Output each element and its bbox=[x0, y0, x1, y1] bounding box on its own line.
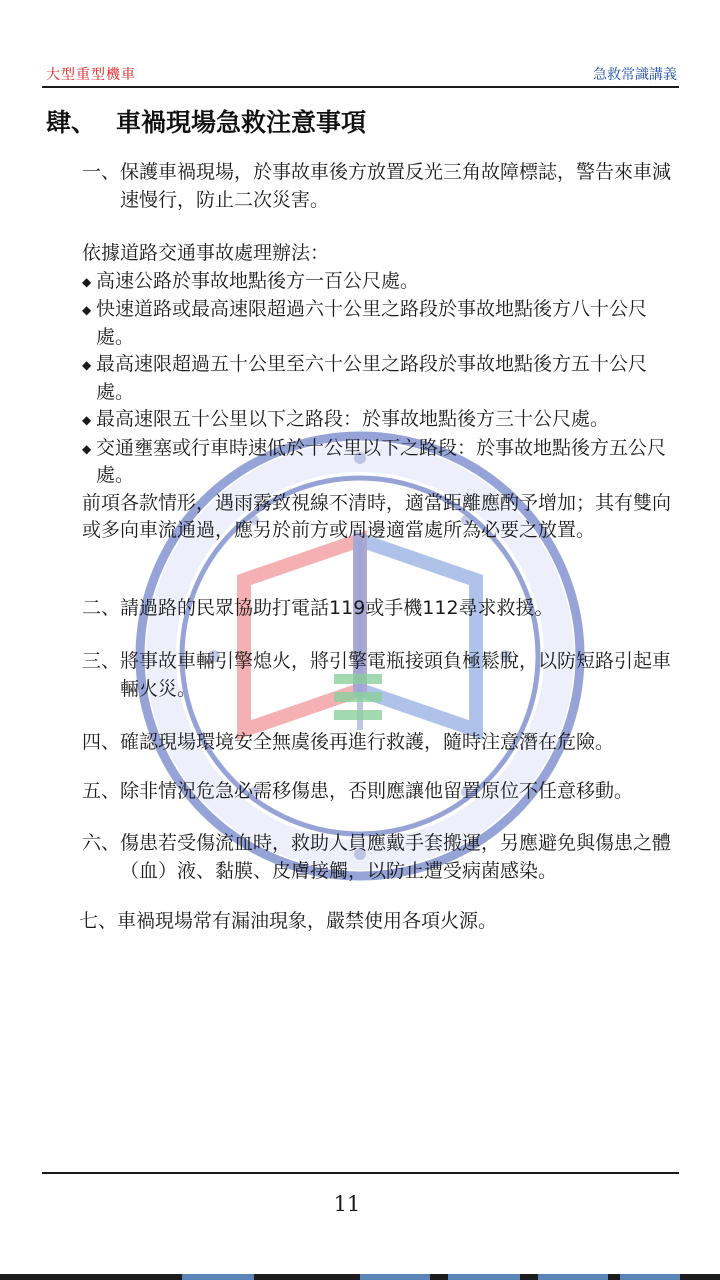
item-text: 車禍現場常有漏油現象，嚴禁使用各項火源。 bbox=[117, 910, 498, 932]
diamond-bullet-icon: ◆ bbox=[82, 413, 92, 427]
list-item-7 bbox=[79, 908, 671, 936]
item-number: 五、 bbox=[82, 780, 121, 802]
diamond-bullet-icon: ◆ bbox=[82, 303, 92, 317]
item-text: 請過路的民眾協助打電話119或手機112尋求救援。 bbox=[120, 597, 554, 619]
list-item-3 bbox=[82, 648, 674, 703]
running-header bbox=[42, 62, 679, 86]
item-number: 四、 bbox=[82, 731, 121, 753]
item-text: 保護車禍現場，於事故車後方放置反光三角故障標誌，警告來車減速慢行，防止二次災害。 bbox=[120, 161, 672, 211]
header-divider bbox=[42, 86, 679, 88]
viewer-scrollbar[interactable] bbox=[0, 1274, 720, 1280]
item-text: 確認現場環境安全無虞後再進行救護，隨時注意潛在危險。 bbox=[120, 731, 615, 753]
list-item-6 bbox=[82, 830, 674, 885]
diamond-bullet-icon: ◆ bbox=[82, 441, 92, 456]
page-number: 11 bbox=[333, 1192, 361, 1216]
regulation-intro: 依據道路交通事故處理辦法： bbox=[82, 242, 330, 264]
item-text: 將事故車輛引擎熄火，將引擎電瓶接頭負極鬆脫，以防短路引起車輛火災。 bbox=[120, 650, 672, 700]
regulation-bullet: ◆ 最高速限五十公里以下之路段：於事故地點後方三十公尺處。 bbox=[82, 406, 674, 435]
regulation-bullet: ◆ 交通壅塞或行車時速低於十公里以下之路段：於事故地點後方五公尺處。 bbox=[82, 435, 674, 490]
item-text: 除非情況危急必需移傷患，否則應讓他留置原位不任意移動。 bbox=[120, 780, 634, 802]
diamond-bullet-icon: ◆ bbox=[82, 358, 92, 372]
section-title: 車禍現場急救注意事項 bbox=[116, 108, 367, 137]
item-number: 三、 bbox=[82, 650, 121, 672]
section-number: 肆、 bbox=[46, 108, 97, 137]
list-item-5 bbox=[82, 778, 674, 806]
footer-divider bbox=[42, 1172, 679, 1174]
list-item-4 bbox=[82, 729, 674, 757]
regulation-block bbox=[82, 240, 674, 545]
list-item-2 bbox=[82, 595, 674, 623]
regulation-note: 前項各款情形，遇雨霧致視線不清時，適當距離應酌予增加；其有雙向或多向車流通過，應另於前方或周邊適當處所為必要之放置。 bbox=[82, 491, 672, 541]
diamond-bullet-icon: ◆ bbox=[82, 274, 92, 289]
regulation-bullet: ◆ 快速道路或最高速限超過六十公里之路段於事故地點後方八十公尺處。 bbox=[82, 296, 674, 351]
header-chapter-title: 急救常識講義 bbox=[593, 67, 677, 83]
item-number: 六、 bbox=[82, 832, 121, 854]
list-item-1 bbox=[82, 159, 674, 214]
regulation-bullet: ◆ 最高速限超過五十公里至六十公里之路段於事故地點後方五十公尺處。 bbox=[82, 351, 674, 406]
item-text: 傷患若受傷流血時，救助人員應戴手套搬運，另應避免與傷患之體（血）液、黏膜、皮膚接觸，以防止遭受病菌感染。 bbox=[120, 832, 672, 882]
section-heading bbox=[46, 103, 366, 139]
item-number: 二、 bbox=[82, 597, 121, 619]
item-number: 一、 bbox=[82, 161, 121, 183]
item-number: 七、 bbox=[79, 910, 118, 932]
header-course-title: 大型重型機車 bbox=[46, 67, 136, 83]
regulation-bullet: ◆ 高速公路於事故地點後方一百公尺處。 bbox=[82, 268, 674, 297]
